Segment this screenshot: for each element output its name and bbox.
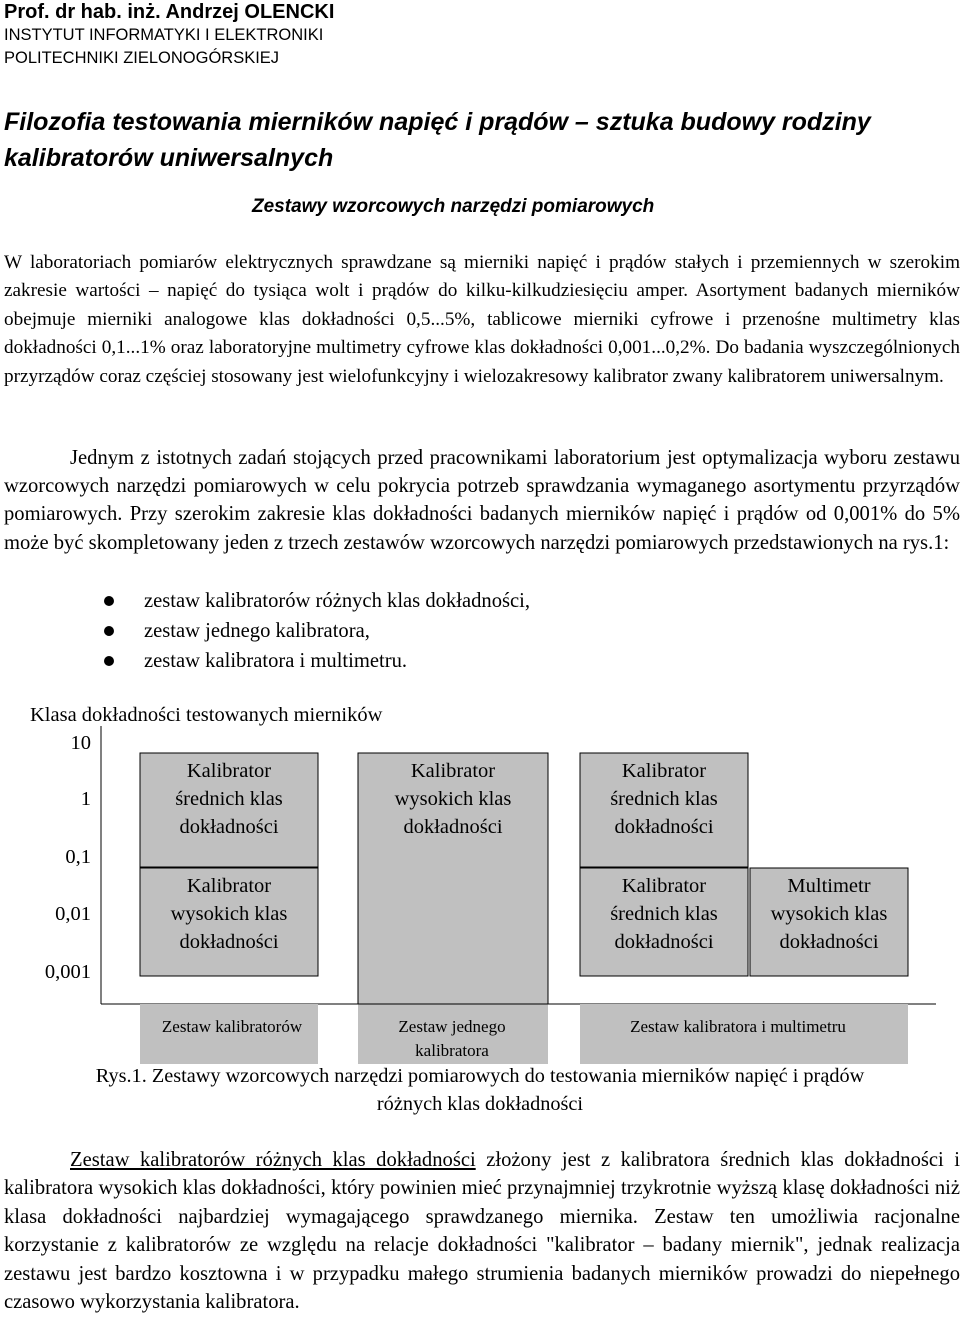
group-label-2-line2: kalibratora [415,1041,489,1060]
box-2 [140,868,318,976]
box-4-line3: dokładności [614,816,714,838]
caption-line-2: różnych klas dokładności [376,1093,584,1115]
box-2-line2: wysokich klas [170,903,288,925]
box-2-line3: dokładności [179,931,279,953]
box-3-line2: wysokich klas [394,788,512,810]
box-6-line2: wysokich klas [770,903,888,925]
y-axis-label: Klasa dokładności testowanych mierników [30,704,383,726]
third-paragraph-text: złożony jest z kalibratora średnich klas dokładności i kalibratora wysokich klas dokładności, który powinien mieć przynajmniej trzykrotnie wyższą klasę dokładności niż klasa dokładności najbardziej wymagającego sprawdzanego miernika. Zestaw ten umożliwia racjonalne korzystanie z kalibratorów ze względu na relacje dokładności "kalibrator – badany miernik", jednak realizacja zestawu jest bardzo kosztowna i w przypadku małego strumienia badanych mierników prowadzi do niepełnego czasowo wykorzystania kalibratora. [4,1149,960,1314]
figure-diagram [0,696,960,1066]
box-4-line2: średnich klas [610,788,718,810]
intro-paragraph [4,249,960,391]
group-label-3: Zestaw kalibratora i multimetru [630,1017,846,1036]
box-1-line3: dokładności [179,816,279,838]
article-title: Filozofia testowania mierników napięć i prądów – sztuka budowy rodziny kalibratorów uniwersalnych [4,108,871,172]
box-1-line2: średnich klas [175,788,283,810]
box-6-line3: dokładności [779,931,879,953]
list-item: zestaw jednego kalibratora, [104,616,530,646]
box-5 [580,868,748,976]
box-4-line1: Kalibrator [621,760,707,782]
institute-name: INSTYTUT INFORMATYKI I ELEKTRONIKI [4,26,324,44]
box-3-line3: dokładności [403,816,503,838]
intro-text: W laboratoriach pomiarów elektrycznych sprawdzane są mierniki napięć i prądów stałych i przemiennych w szerokim zakresie wartości – napięć do tysiąca wolt i prądów do kilku-kilkudziesięciu amper. Asortyment badanych mierników obejmuje mierniki analogowe klas dokładności 0,5...5%, tablicowe mierniki cyfrowe i przenośne multimetry klas dokładności 0,1...1% oraz laboratoryjne multimetry cyfrowe klas dokładności 0,001...0,2%. Do badania wyszczególnionych przyrządów coraz częściej stosowany jest wielofunkcyjny i wielozakresowy kalibrator zwany kalibratorem uniwersalnym. [4,252,960,387]
group-label-2-line1: Zestaw jednego [398,1017,506,1036]
bullet-list [104,586,530,676]
second-paragraph [4,444,960,557]
y-tick-1: 1 [80,788,91,810]
second-paragraph-text: Jednym z istotnych zadań stojących przed pracownikami laboratorium jest optymalizacja wyboru zestawu wzorcowych narzędzi pomiarowych w celu pokrycia potrzeb sprawdzania wymaganego asortymentu przyrządów pomiarowych. Przy szerokim zakresie klas dokładności badanych mierników napięć i prądów od 0,001% do 5% może być skompletowany jeden z trzech zestawów wzorcowych narzędzi pomiarowych przedstawionych na rys.1: [4,447,960,554]
y-tick-0-1: 0,1 [65,846,91,868]
third-paragraph [4,1146,960,1316]
box-2-line1: Kalibrator [186,875,272,897]
list-item: zestaw kalibratorów różnych klas dokładności, [104,586,530,616]
box-5-line2: średnich klas [610,903,718,925]
section-subtitle: Zestawy wzorcowych narzędzi pomiarowych [252,196,655,217]
box-3 [358,753,548,1004]
figure-caption [0,1062,960,1118]
y-tick-0-001: 0,001 [44,961,91,983]
author-name: Prof. dr hab. inż. Andrzej OLENCKI [4,1,335,23]
box-4 [580,753,748,867]
caption-line-1: Rys.1. Zestawy wzorcowych narzędzi pomiarowych do testowania mierników napięć i prądów [95,1065,865,1087]
box-5-line3: dokładności [614,931,714,953]
box-6 [750,868,908,976]
y-tick-10: 10 [70,732,91,754]
list-item: zestaw kalibratora i multimetru. [104,646,530,676]
box-1-line1: Kalibrator [186,760,272,782]
underlined-phrase: Zestaw kalibratorów różnych klas dokładności [70,1149,476,1171]
university-name: POLITECHNIKI ZIELONOGÓRSKIEJ [4,49,280,67]
y-tick-0-01: 0,01 [55,903,91,925]
group-label-1: Zestaw kalibratorów [161,1017,303,1036]
box-1 [140,753,318,867]
box-6-line1: Multimetr [787,875,871,897]
box-3-line1: Kalibrator [410,760,496,782]
box-5-line1: Kalibrator [621,875,707,897]
